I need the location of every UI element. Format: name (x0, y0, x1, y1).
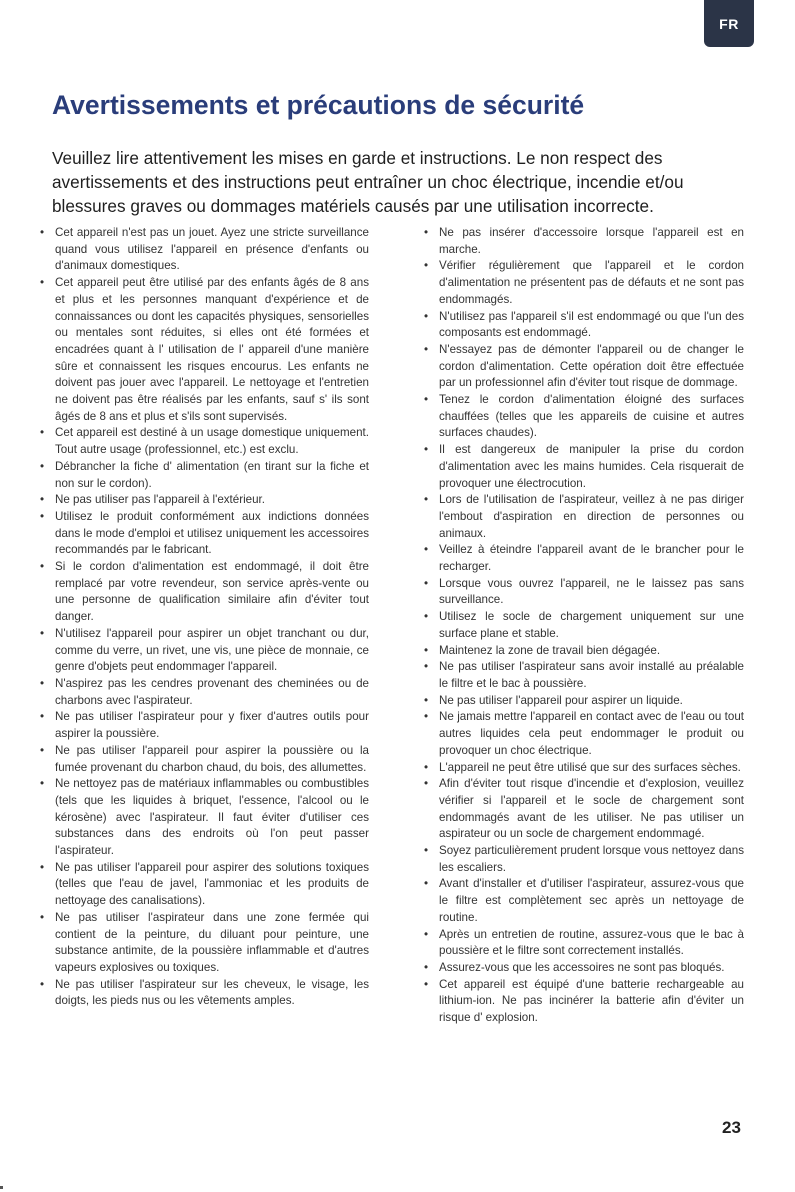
warning-item (421, 492, 744, 542)
warning-text: Vérifier régulièrement que l'appareil et le cordon d'alimentation ne présentent pas de défauts et ne sont pas endommagés. (439, 259, 744, 306)
warning-item (421, 876, 744, 926)
warning-item (37, 676, 369, 709)
warning-text: Utilisez le socle de chargement uniquement sur une surface plane et stable. (439, 610, 744, 640)
warning-text: Cet appareil peut être utilisé par des enfants âgés de 8 ans et plus et les personnes manquant d'expérience et de connaissances ou dont les capacités physiques, sensorielles ou mentales sont réduites, si elles ont été formées et encadrées quant à l' utilisation de l' appareil d'une manière sûre et connaissent les risques encourus. Les enfants ne doivent pas jouer avec l'appareil. Le nettoyage et l'entretien ne doivent pas être réalisés par les enfants, sauf s' ils sont âgés de 8 ans et plus et s'ils sont supervisés. (55, 276, 369, 423)
warning-text: Maintenez la zone de travail bien dégagée. (439, 643, 661, 657)
warning-text: N'aspirez pas les cendres provenant des cheminées ou de charbons avec l'aspirateur. (55, 676, 369, 707)
bullet-icon: • (423, 259, 429, 273)
bullet-icon: • (423, 977, 429, 991)
warning-item (37, 425, 369, 458)
warning-item (421, 542, 744, 575)
warning-item (421, 776, 744, 843)
warning-item (37, 559, 369, 626)
right-warnings-column (421, 225, 744, 1027)
bullet-icon: • (423, 877, 429, 891)
warning-item (37, 709, 369, 742)
language-tab: FR (704, 0, 754, 47)
bullet-icon: • (423, 443, 429, 457)
warning-item (37, 626, 369, 676)
warning-text: Après un entretien de routine, assurez-vous que le bac à poussière et le filtre sont correctement installés. (439, 927, 744, 958)
bullet-icon: • (423, 393, 429, 407)
bullet-icon: • (39, 459, 45, 473)
warning-item (37, 459, 369, 492)
bullet-icon: • (423, 760, 429, 774)
warning-text: Assurez-vous que les accessoires ne sont pas bloqués. (439, 960, 725, 974)
warning-item (421, 576, 744, 609)
warning-item (37, 860, 369, 910)
bullet-icon: • (423, 610, 429, 624)
warning-text: N'utilisez l'appareil pour aspirer un objet tranchant ou dur, comme du verre, un rivet, une vis, une pièce de monnaie, ce genre d'objets peut endommager l'appareil. (55, 626, 369, 674)
bullet-icon: • (39, 509, 45, 523)
warning-text: Avant d'installer et d'utiliser l'aspirateur, assurez-vous que le filtre est complètement sec après un nettoyage de routine. (439, 877, 744, 924)
warning-item (37, 776, 369, 860)
warning-text: Ne pas utiliser l'aspirateur sans avoir installé au préalable le filtre et le bac à poussière. (439, 660, 744, 690)
bullet-icon: • (39, 743, 45, 757)
warning-item (421, 442, 744, 492)
page-title: Avertissements et précautions de sécurité (52, 90, 585, 120)
warning-text: Ne pas utiliser l'aspirateur dans une zone fermée qui contient de la peinture, du diluant pour peinture, une substance antimite, de la poussière inflammable et d'autres vapeurs explosives ou toxiques. (55, 910, 369, 974)
warning-text: Veillez à éteindre l'appareil avant de le brancher pour le recharger. (439, 543, 744, 574)
bullet-icon: • (39, 676, 45, 690)
bullet-icon: • (423, 226, 429, 239)
bullet-icon: • (39, 426, 45, 440)
warning-item (37, 492, 369, 509)
warning-text: Ne pas insérer d'accessoire lorsque l'appareil est en marche. (439, 226, 744, 256)
bullet-icon: • (423, 844, 429, 858)
warning-item (37, 743, 369, 776)
bullet-icon: • (39, 276, 45, 290)
warning-item (421, 709, 744, 759)
warning-text: Ne pas utiliser l'appareil pour aspirer un liquide. (439, 693, 683, 707)
bullet-icon: • (423, 927, 429, 941)
warning-item (421, 693, 744, 710)
bullet-icon: • (423, 960, 429, 974)
bullet-icon: • (39, 910, 45, 924)
warning-item (421, 843, 744, 876)
bullet-icon: • (423, 693, 429, 707)
warning-item (37, 977, 369, 1010)
warning-item (421, 258, 744, 308)
warning-item (421, 643, 744, 660)
warning-text: Ne pas utiliser l'appareil pour aspirer la poussière ou la fumée provenant du charbon chaud, du bois, des allumettes. (55, 743, 369, 774)
bullet-icon: • (39, 710, 45, 724)
warning-text: Cet appareil n'est pas un jouet. Ayez une stricte surveillance quand vous utilisez l'appareil en présence d'enfants ou d'animaux domestiques. (55, 226, 369, 273)
warning-text: Lorsque vous ouvrez l'appareil, ne le laissez pas sans surveillance. (439, 576, 744, 607)
warning-text: Lors de l'utilisation de l'aspirateur, veillez à ne pas diriger l'embout d'aspiration en direction de personnes ou animaux. (439, 493, 744, 540)
warning-item (421, 609, 744, 642)
warning-item (37, 509, 369, 559)
warning-text: Débrancher la fiche d' alimentation (en tirant sur la fiche et non sur le cordon). (55, 459, 369, 490)
warning-text: Ne pas utiliser pas l'appareil à l'extérieur. (55, 493, 266, 507)
warning-text: N'utilisez pas l'appareil s'il est endommagé ou que l'un des composants est endommagé. (439, 309, 744, 340)
warning-text: Ne jamais mettre l'appareil en contact avec de l'eau ou tout autres liquides cela peut endommager le produit ou provoquer un choc électrique. (439, 710, 744, 757)
warning-text: Afin d'éviter tout risque d'incendie et d'explosion, veuillez vérifier si l'appareil et le socle de chargement sont endommagés avant de les utiliser. Ne pas utiliser un aspirateur ou un socle de chargement endommagé. (439, 777, 744, 841)
left-warnings-column (37, 225, 369, 1010)
warning-item (421, 927, 744, 960)
warning-text: L'appareil ne peut être utilisé que sur des surfaces sèches. (439, 760, 741, 774)
warning-item (421, 760, 744, 777)
page-number: 23 (722, 1118, 741, 1137)
edge-mark (0, 1186, 3, 1189)
warning-item (37, 225, 369, 275)
warning-item (421, 225, 744, 258)
warning-text: Soyez particulièrement prudent lorsque vous nettoyez dans les escaliers. (439, 844, 744, 874)
bullet-icon: • (423, 643, 429, 657)
warning-item (37, 910, 369, 977)
bullet-icon: • (39, 777, 45, 791)
bullet-icon: • (39, 860, 45, 874)
warning-item (421, 392, 744, 442)
bullet-icon: • (423, 342, 429, 356)
bullet-icon: • (39, 626, 45, 640)
warning-item (421, 659, 744, 692)
warning-text: Ne pas utiliser l'aspirateur pour y fixer d'autres outils pour aspirer la poussière. (55, 710, 369, 741)
bullet-icon: • (39, 226, 45, 239)
bullet-icon: • (39, 560, 45, 574)
warning-text: Il est dangereux de manipuler la prise du cordon d'alimentation avec les mains humides. Cela risquerait de provoquer une électrocution. (439, 443, 744, 490)
warning-text: Cet appareil est destiné à un usage domestique uniquement. Tout autre usage (professionnel, etc.) est exclu. (55, 426, 369, 457)
intro-paragraph: Veuillez lire attentivement les mises en garde et instructions. Le non respect des avertissements et des instructions peut entraîner un choc électrique, incendie et/ou blessures graves ou dommages matériels causés par une utilisation incorrecte. (52, 148, 684, 216)
warning-item (421, 342, 744, 392)
warning-text: Ne pas utiliser l'appareil pour aspirer des solutions toxiques (telles que l'eau de javel, l'ammoniac et les produits de nettoyage des canalisations). (55, 860, 369, 908)
bullet-icon: • (39, 977, 45, 991)
bullet-icon: • (423, 576, 429, 590)
warning-text: N'essayez pas de démonter l'appareil ou de changer le cordon d'alimentation. Cette opération doit être effectuée par un professionnel afin d'éviter tout risque de dommage. (439, 342, 744, 390)
bullet-icon: • (423, 777, 429, 791)
warning-text: Si le cordon d'alimentation est endommagé, il doit être remplacé par votre revendeur, son service après-vente ou une personne de qualification similaire afin d'éviter tout danger. (55, 560, 369, 624)
bullet-icon: • (423, 660, 429, 674)
warning-item (421, 309, 744, 342)
warning-text: Utilisez le produit conformément aux indictions données dans le mode d'emploi et utilisez uniquement les accessoires recommandés par le fabricant. (55, 509, 369, 557)
warning-item (37, 275, 369, 425)
bullet-icon: • (423, 710, 429, 724)
warning-text: Cet appareil est équipé d'une batterie rechargeable au lithium-ion. Ne pas incinérer la batterie afin d'éviter un risque d' explosion. (439, 977, 744, 1025)
warning-item (421, 977, 744, 1027)
warning-item (421, 960, 744, 977)
warning-text: Ne pas utiliser l'aspirateur sur les cheveux, le visage, les doigts, les pieds nus ou les vêtements amples. (55, 977, 369, 1008)
bullet-icon: • (423, 493, 429, 507)
warning-text: Ne nettoyez pas de matériaux inflammables ou combustibles (tels que les liquides à briquet, l'essence, l'alcool ou le kérosène) avec l'aspirateur. Il faut éviter d'utiliser ces substances dans des endroits où l'on peut passer l'aspirateur. (55, 777, 369, 858)
warning-text: Tenez le cordon d'alimentation éloigné des surfaces chauffées (telles que les appareils de cuisine et autres surfaces chaudes). (439, 393, 744, 440)
bullet-icon: • (39, 493, 45, 507)
bullet-icon: • (423, 543, 429, 557)
bullet-icon: • (423, 309, 429, 323)
